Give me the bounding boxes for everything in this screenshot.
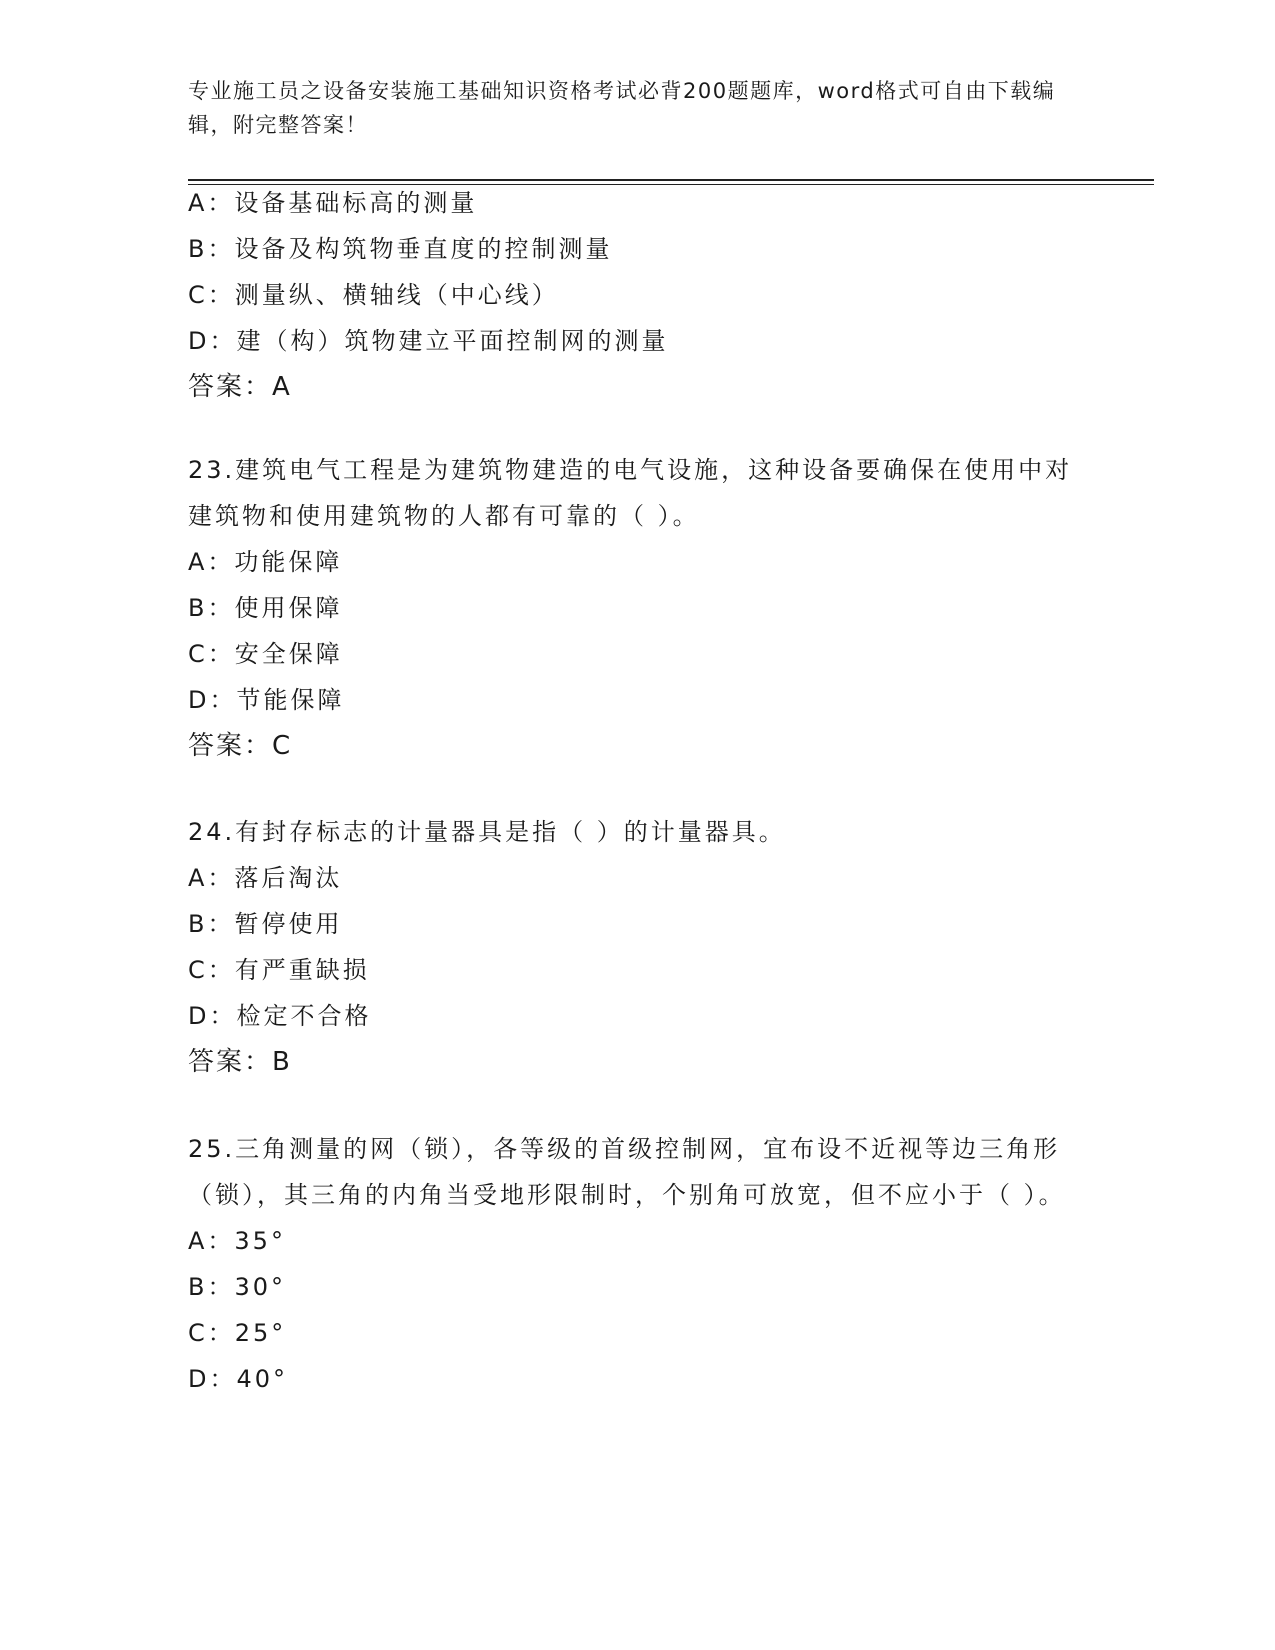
option-a: A：功能保障 [188, 548, 343, 576]
question-text: 23.建筑电气工程是为建筑物建造的电气设施，这种设备要确保在使用中对建筑物和使用建筑物的人都有可靠的（ ）。 [188, 456, 1073, 530]
question-22-block [188, 180, 1088, 410]
option-b: B：设备及构筑物垂直度的控制测量 [188, 235, 613, 263]
option-c: C：测量纵、横轴线（中心线） [188, 281, 559, 309]
option-a: A：落后淘汰 [188, 864, 343, 892]
question-25-block [188, 1126, 1088, 1402]
option-a: A：35° [188, 1227, 286, 1255]
answer-line: 答案：C [188, 731, 293, 761]
question-text: 24.有封存标志的计量器具是指（ ）的计量器具。 [188, 818, 786, 846]
answer-line: 答案：A [188, 372, 292, 402]
option-c: C：25° [188, 1319, 287, 1347]
question-24-block [188, 809, 1088, 1085]
question-text: 25.三角测量的网（锁），各等级的首级控制网，宜布设不近视等边三角形（锁），其三角的内角当受地形限制时，个别角可放宽，但不应小于（ ）。 [188, 1135, 1066, 1209]
answer-line: 答案：B [188, 1047, 292, 1077]
option-d: D：检定不合格 [188, 1002, 372, 1030]
question-23-block [188, 447, 1088, 769]
option-d: D：40° [188, 1365, 289, 1393]
option-d: D：节能保障 [188, 686, 345, 714]
option-c: C：有严重缺损 [188, 956, 370, 984]
option-b: B：使用保障 [188, 594, 343, 622]
option-c: C：安全保障 [188, 640, 343, 668]
document-header: 专业施工员之设备安装施工基础知识资格考试必背200题题库，word格式可自由下载编辑，附完整答案！ [188, 79, 1056, 137]
option-d: D：建（构）筑物建立平面控制网的测量 [188, 327, 669, 355]
option-b: B：30° [188, 1273, 287, 1301]
option-b: B：暂停使用 [188, 910, 343, 938]
option-a: A：设备基础标高的测量 [188, 189, 478, 217]
